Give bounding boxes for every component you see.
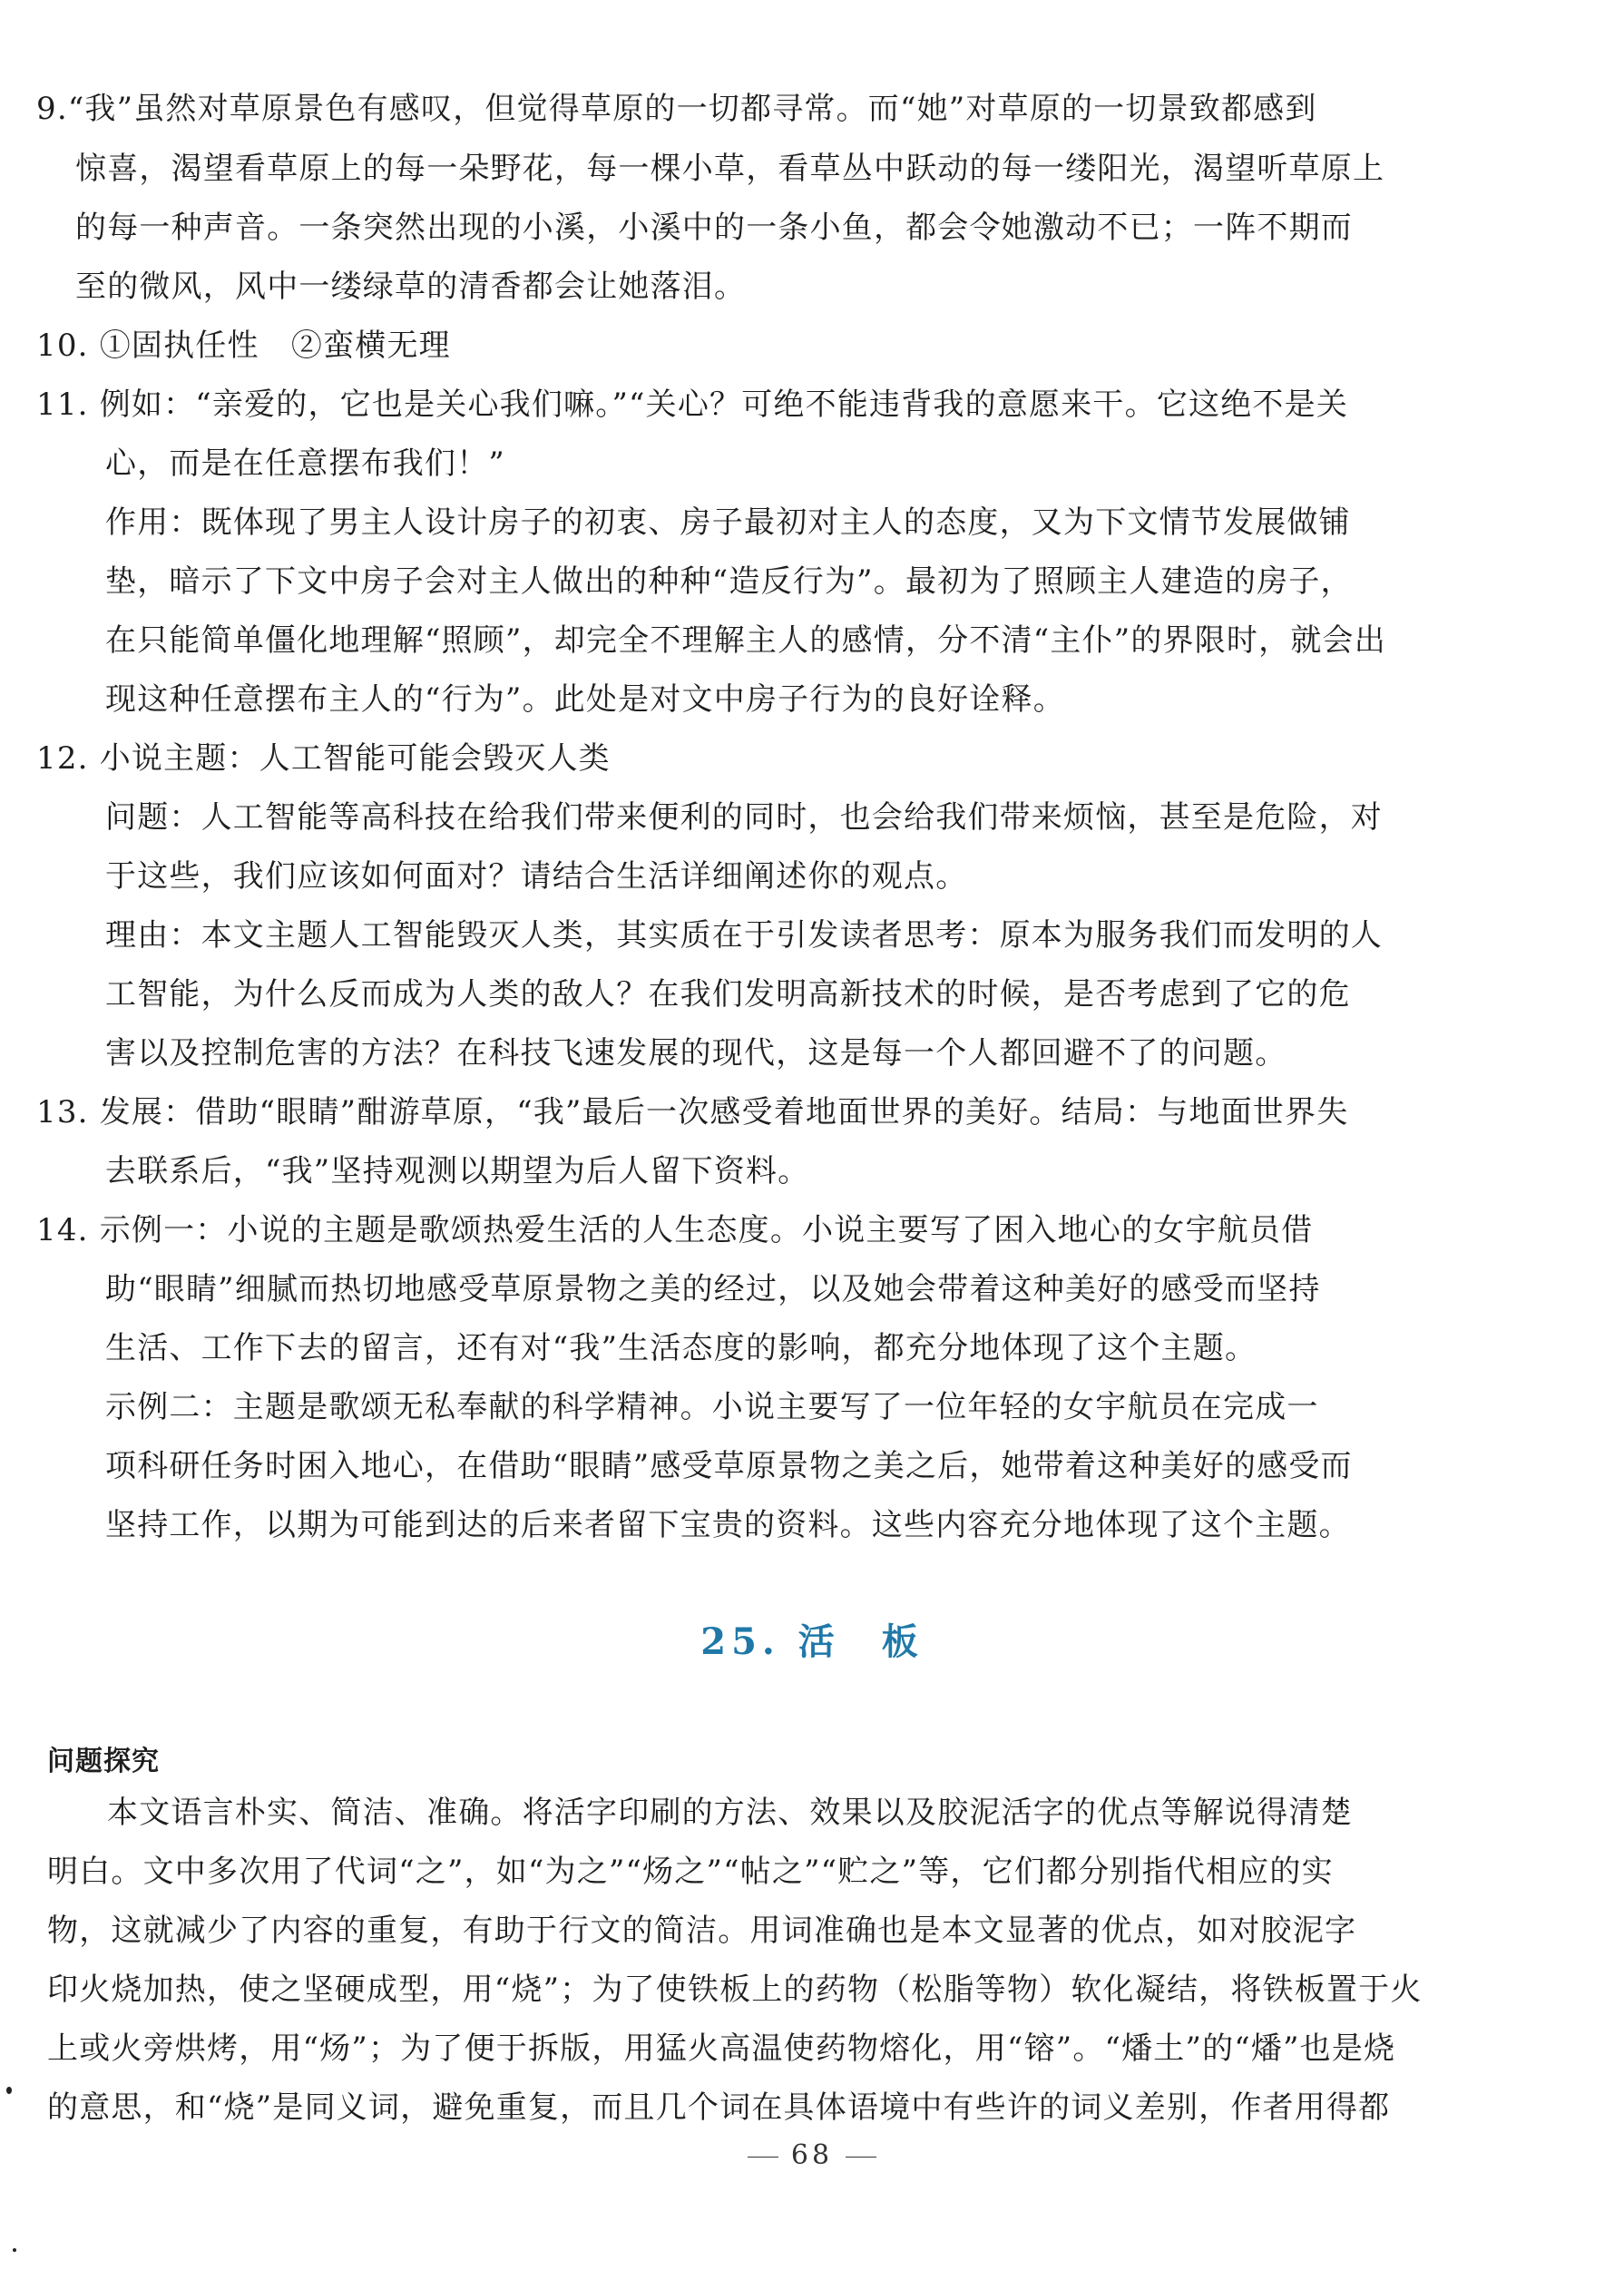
item-12-line-5: 工智能，为什么反而成为人类的敌人？在我们发明高新技术的时候，是否考虑到了它的危: [105, 976, 1351, 1013]
item-12-line-6: 害以及控制危害的方法？在科技飞速发展的现代，这是每一个人都回避不了的问题。: [105, 1035, 1287, 1072]
item-14-line-6: 坚持工作，以期为可能到达的后来者留下宝贵的资料。这些内容充分地体现了这个主题。: [105, 1507, 1351, 1543]
item-9-line-3: 的每一种声音。一条突然出现的小溪，小溪中的一条小鱼，都会令她激动不已；一阵不期而: [75, 210, 1353, 246]
item-11-line-3: 作用：既体现了男主人设计房子的初衷、房子最初对主人的态度，又为下文情节发展做铺: [105, 504, 1351, 541]
item-9-line-1: 9.“我”虽然对草原景色有感叹，但觉得草原的一切都寻常。而“她”对草原的一切景致都感到: [36, 91, 1317, 127]
item-11-line-1: 11. 例如：“亲爱的，它也是关心我们嘛。”“关心？可绝不能违背我的意愿来干。它这绝不是关: [36, 387, 1349, 423]
item-13-line-2: 去联系后，“我”坚持观测以期望为后人留下资料。: [105, 1153, 810, 1189]
item-9-line-2: 惊喜，渴望看草原上的每一朵野花，每一棵小草，看草丛中跃动的每一缕阳光，渴望听草原上: [75, 151, 1385, 187]
item-11-line-6: 现这种任意摆布主人的“行为”。此处是对文中房子行为的良好诠释。: [105, 681, 1065, 718]
item-14-line-5: 项科研任务时困入地心，在借助“眼睛”感受草原景物之美之后，她带着这种美好的感受而: [105, 1448, 1353, 1484]
item-14-line-3: 生活、工作下去的留言，还有对“我”生活态度的影响，都充分地体现了这个主题。: [105, 1330, 1257, 1366]
item-12-line-1: 12. 小说主题：人工智能可能会毁灭人类: [36, 740, 611, 777]
footer-dash-left: [748, 2157, 778, 2158]
scan-speck: [13, 2248, 16, 2252]
item-13-line-1: 13. 发展：借助“眼睛”酣游草原，“我”最后一次感受着地面世界的美好。结局：与地面世界失: [36, 1094, 1349, 1130]
paragraph-line-4: 印火烧加热，使之坚硬成型，用“烧”；为了使铁板上的药物（松脂等物）软化凝结，将铁板置于火: [47, 1972, 1423, 2008]
paragraph-line-6: 的意思，和“烧”是同义词，避免重复，而且几个词在具体语境中有些许的词义差别，作者用得都: [47, 2089, 1391, 2126]
section-label: 问题探究: [47, 1746, 160, 1777]
item-11-line-5: 在只能简单僵化地理解“照顾”，却完全不理解主人的感情，分不清“主仆”的界限时，就会出: [105, 622, 1386, 659]
paragraph-line-5: 上或火旁烘烤，用“炀”；为了便于拆版，用猛火高温使药物熔化，用“镕”。“燔土”的“燔”也是烧: [47, 2030, 1396, 2067]
item-14-line-1: 14. 示例一：小说的主题是歌颂热爱生活的人生态度。小说主要写了困入地心的女宇航员借: [36, 1212, 1314, 1248]
item-10-line-1: 10. ①固执任性 ②蛮横无理: [36, 328, 451, 364]
item-14-line-2: 助“眼睛”细腻而热切地感受草原景物之美的经过，以及她会带着这种美好的感受而坚持: [105, 1271, 1321, 1307]
item-12-line-3: 于这些，我们应该如何面对？请结合生活详细阐述你的观点。: [105, 858, 968, 895]
page-number: 68: [0, 2139, 1624, 2171]
paragraph-line-1: 本文语言朴实、简洁、准确。将活字印刷的方法、效果以及胶泥活字的优点等解说得清楚: [107, 1795, 1353, 1831]
item-11-line-4: 垫，暗示了下文中房子会对主人做出的种种“造反行为”。最初为了照顾主人建造的房子，: [105, 563, 1353, 600]
item-12-line-4: 理由：本文主题人工智能毁灭人类，其实质在于引发读者思考：原本为服务我们而发明的人: [105, 917, 1383, 954]
item-9-line-4: 至的微风，风中一缕绿草的清香都会让她落泪。: [75, 269, 747, 305]
item-14-line-4: 示例二：主题是歌颂无私奉献的科学精神。小说主要写了一位年轻的女宇航员在完成一: [105, 1389, 1319, 1425]
item-12-line-2: 问题：人工智能等高科技在给我们带来便利的同时，也会给我们带来烦恼，甚至是危险，对: [105, 799, 1383, 836]
footer-dash-right: [846, 2157, 876, 2158]
paragraph-line-2: 明白。文中多次用了代词“之”，如“为之”“炀之”“帖之”“贮之”等，它们都分别指代相应的实: [47, 1854, 1334, 1890]
paragraph-line-3: 物，这就减少了内容的重复，有助于行文的简洁。用词准确也是本文显著的优点，如对胶泥字: [47, 1913, 1357, 1949]
item-11-line-2: 心，而是在任意摆布我们！”: [105, 445, 505, 482]
scan-speck: [6, 2087, 12, 2094]
lesson-heading: 25. 活 板: [700, 1620, 924, 1663]
